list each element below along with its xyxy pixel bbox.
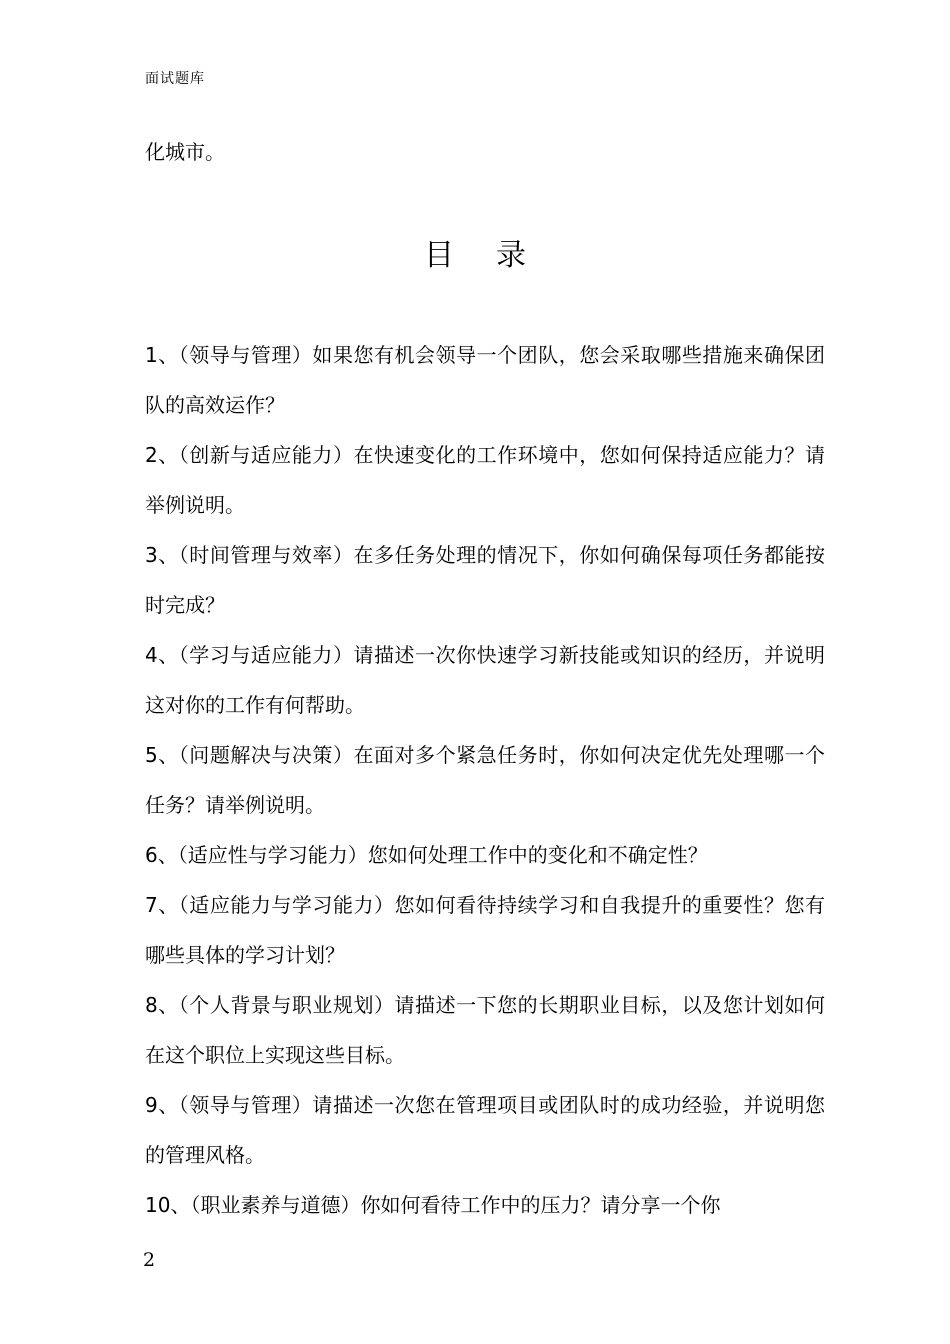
toc-title: 目录 — [424, 238, 568, 273]
toc-item-1[interactable]: 1、（领导与管理）如果您有机会领导一个团队，您会采取哪些措施来确保团队的高效运作？ — [145, 343, 825, 417]
toc-item-10[interactable]: 10、（职业素养与道德）你如何看待工作中的压力？请分享一个你 — [145, 1193, 721, 1217]
toc-item-7[interactable]: 7、（适应能力与学习能力）您如何看待持续学习和自我提升的重要性？您有哪些具体的学习计划？ — [145, 893, 825, 967]
toc-item-2[interactable]: 2、（创新与适应能力）在快速变化的工作环境中，您如何保持适应能力？请举例说明。 — [145, 443, 825, 517]
page-header: 面试题库 — [145, 71, 205, 87]
toc-item-5[interactable]: 5、（问题解决与决策）在面对多个紧急任务时，你如何决定优先处理哪一个任务？请举例说明。 — [145, 743, 825, 817]
toc-list — [145, 330, 825, 1230]
carryover-text: 化城市。 — [145, 140, 225, 164]
toc-item-3[interactable]: 3、（时间管理与效率）在多任务处理的情况下，你如何确保每项任务都能按时完成？ — [145, 543, 825, 617]
toc-item-9[interactable]: 9、（领导与管理）请描述一次您在管理项目或团队时的成功经验，并说明您的管理风格。 — [145, 1093, 825, 1167]
page-number: 2 — [143, 1249, 156, 1271]
toc-item-8[interactable]: 8、（个人背景与职业规划）请描述一下您的长期职业目标，以及您计划如何在这个职位上实现这些目标。 — [145, 993, 825, 1067]
toc-item-6[interactable]: 6、（适应性与学习能力）您如何处理工作中的变化和不确定性？ — [145, 843, 708, 867]
toc-item-4[interactable]: 4、（学习与适应能力）请描述一次你快速学习新技能或知识的经历，并说明这对你的工作有何帮助。 — [145, 643, 825, 717]
